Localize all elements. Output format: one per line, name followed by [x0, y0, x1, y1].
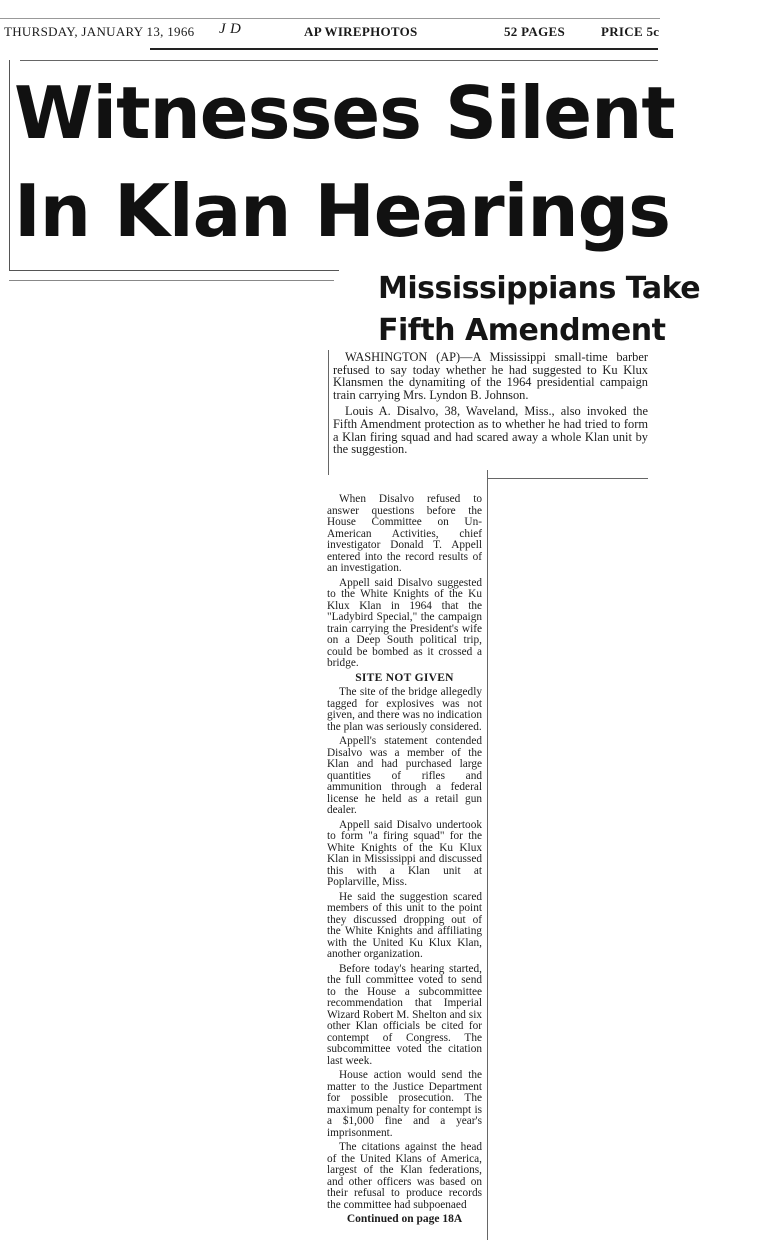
subheadline-line-1: Mississippians Take — [378, 271, 701, 306]
column-rule-narrow — [487, 470, 488, 1240]
column-left-rule — [328, 350, 329, 475]
article-paragraph: Appell said Disalvo suggested to the White Knights of the Ku Klux Klan in 1964 that the "Ladybird Special," the campaign train carrying the President's wife on a Deep South political trip, could be bombed as it crossed a bridge. — [327, 576, 482, 669]
article-paragraph: The citations against the head of the United Klans of America, largest of the Klan federations, and other officers was based on their refusal to produce records the committee had subpoenaed — [327, 1141, 482, 1211]
article-subhead: SITE NOT GIVEN — [355, 671, 454, 684]
masthead-wire: AP WIREPHOTOS — [304, 24, 418, 39]
clipping-mid-rule-2 — [9, 280, 334, 281]
article-paragraph: When Disalvo refused to answer questions before the House Committee on Un-American Activities, chief investigator Donald T. Appell entered into the record results of an investigation. — [327, 493, 482, 574]
article-lead-column — [333, 351, 648, 460]
subheadline — [378, 268, 701, 352]
column-rule-wide-bottom — [488, 478, 648, 479]
masthead-initials: J D — [219, 21, 242, 37]
article-paragraph: Before today's hearing started, the full committee voted to send to the House a subcommittee recommendation that Imperial Wizard Robert M. Shelton and six other Klan officials be cited for contempt of Congress. The subcommittee voted the citation last week. — [327, 962, 482, 1067]
article-paragraph: The site of the bridge allegedly tagged for explosives was not given, and there was no indication the plan was seriously considered. — [327, 686, 482, 733]
continued-jump-line[interactable]: Continued on page 18A — [346, 1213, 463, 1225]
article-paragraph: WASHINGTON (AP)—A Mississippi small-time barber refused to say today whether he had suggested to Ku Klux Klansmen the dynamiting of the 1964 presidential campaign train carrying Mrs. Lyndon B. Johnson. — [333, 350, 648, 402]
masthead-date: THURSDAY, JANUARY 13, 1966 — [4, 24, 195, 39]
masthead — [4, 20, 660, 44]
headline-line-2: In Klan Hearings — [14, 169, 671, 253]
article-paragraph: Appell said Disalvo undertook to form "a firing squad" for the White Knights of the Ku Klux Klan in Mississippi and discussed this with a Klan unit at Poplarville, Miss. — [327, 818, 482, 888]
headline-line-1: Witnesses Silent — [14, 71, 675, 155]
masthead-top-rule — [0, 18, 660, 19]
clipping-left-border — [9, 60, 10, 270]
article-body-column — [327, 494, 482, 1226]
article-paragraph: Louis A. Disalvo, 38, Waveland, Miss., also invoked the Fifth Amendment protection as to whether he had tried to form a Klan firing squad and had scared away a whole Klan unit by the suggestion. — [333, 404, 648, 457]
masthead-price: PRICE 5c — [601, 24, 660, 39]
article-paragraph: Appell's statement contended Disalvo was a member of the Klan and had purchased large quantities of rifles and ammunition through a federal license he held as a retail gun dealer. — [327, 735, 482, 816]
subheadline-line-2: Fifth Amendment — [378, 313, 666, 348]
masthead-pages: 52 PAGES — [504, 24, 566, 39]
masthead-bottom-rule — [150, 48, 658, 50]
article-paragraph: He said the suggestion scared members of this unit to the point they discussed dropping out of the White Knights and affiliating with the United Ku Klux Klan, another organization. — [327, 890, 482, 960]
headline — [14, 64, 675, 260]
article-paragraph: House action would send the matter to the Justice Department for possible prosecution. The maximum penalty for contempt is a $1,000 fine and a year's imprisonment. — [327, 1069, 482, 1139]
masthead-bottom-rule-thin — [20, 60, 658, 61]
clipping-mid-rule — [9, 270, 339, 271]
